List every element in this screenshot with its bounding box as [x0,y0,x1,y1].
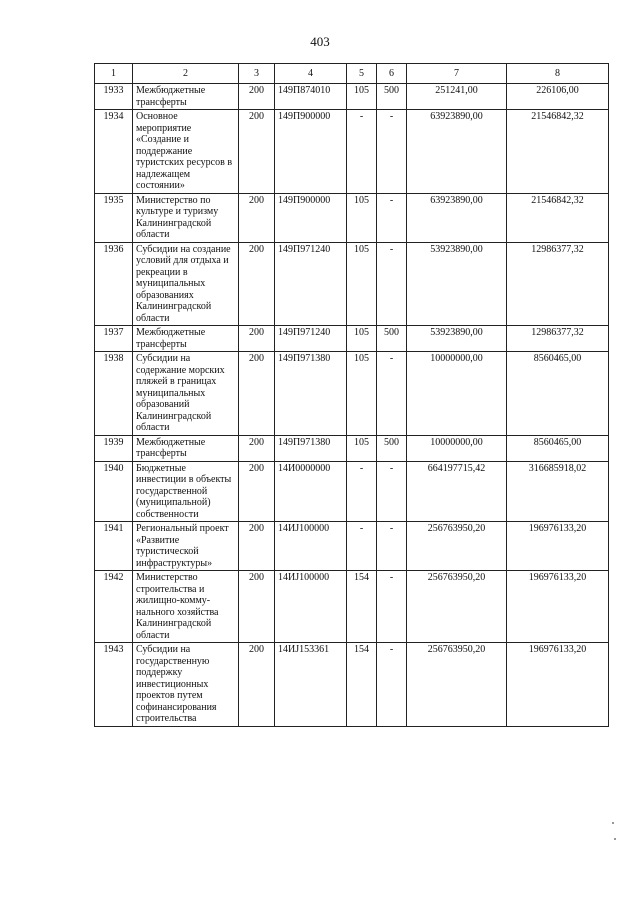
amount-cell: 53923890,00 [407,242,507,326]
code-cell: 200 [239,571,275,643]
amount-executed-cell: 196976133,20 [507,643,609,727]
code-cell: 200 [239,643,275,727]
section-cell: - [377,110,407,194]
target-article-cell: 149П971380 [275,435,347,461]
target-article-cell: 149П971380 [275,352,347,436]
table-row [95,435,609,461]
code-cell: 200 [239,84,275,110]
table-row [95,84,609,110]
amount-cell: 256763950,20 [407,522,507,571]
code-cell: 200 [239,110,275,194]
section-cell: 500 [377,326,407,352]
target-article-cell: 14ИJ100000 [275,571,347,643]
table-row [95,571,609,643]
expense-type-cell: 105 [347,193,377,242]
amount-executed-cell: 8560465,00 [507,352,609,436]
name-cell: Бюджетные инвестиции в объекты государственной (муниципальной) собственности [133,461,239,522]
amount-cell: 10000000,00 [407,435,507,461]
section-cell: - [377,461,407,522]
row-number-cell: 1933 [95,84,133,110]
target-article-cell: 14ИJ153361 [275,643,347,727]
target-article-cell: 14И0000000 [275,461,347,522]
code-cell: 200 [239,435,275,461]
section-cell: - [377,193,407,242]
scan-speck [612,822,614,824]
name-cell: Межбюджетные трансферты [133,326,239,352]
row-number-cell: 1936 [95,242,133,326]
column-header: 3 [239,64,275,84]
table-body [95,84,609,727]
scan-speck [614,838,616,840]
section-cell: 500 [377,84,407,110]
section-cell: - [377,522,407,571]
budget-table [94,63,609,727]
section-cell: 500 [377,435,407,461]
amount-executed-cell: 226106,00 [507,84,609,110]
expense-type-cell: 154 [347,571,377,643]
amount-cell: 63923890,00 [407,193,507,242]
header-row [95,64,609,84]
row-number-cell: 1934 [95,110,133,194]
name-cell: Субсидии на создание условий для отдыха и рекреации в муниципальных образованиях Калининградской области [133,242,239,326]
expense-type-cell: 105 [347,435,377,461]
code-cell: 200 [239,242,275,326]
row-number-cell: 1938 [95,352,133,436]
amount-cell: 664197715,42 [407,461,507,522]
code-cell: 200 [239,352,275,436]
row-number-cell: 1943 [95,643,133,727]
target-article-cell: 149П971240 [275,326,347,352]
target-article-cell: 149П971240 [275,242,347,326]
amount-executed-cell: 21546842,32 [507,110,609,194]
expense-type-cell: 105 [347,326,377,352]
row-number-cell: 1940 [95,461,133,522]
name-cell: Министерство строительства и жилищно-комму-нального хозяйства Калининградской области [133,571,239,643]
amount-executed-cell: 21546842,32 [507,193,609,242]
code-cell: 200 [239,522,275,571]
amount-executed-cell: 8560465,00 [507,435,609,461]
name-cell: Субсидии на содержание морских пляжей в границах муниципальных образований Калининградской области [133,352,239,436]
amount-cell: 256763950,20 [407,571,507,643]
section-cell: - [377,242,407,326]
column-header: 7 [407,64,507,84]
amount-executed-cell: 196976133,20 [507,571,609,643]
name-cell: Межбюджетные трансферты [133,84,239,110]
amount-executed-cell: 12986377,32 [507,242,609,326]
amount-cell: 53923890,00 [407,326,507,352]
table-row [95,643,609,727]
table-row [95,352,609,436]
amount-executed-cell: 196976133,20 [507,522,609,571]
name-cell: Межбюджетные трансферты [133,435,239,461]
row-number-cell: 1942 [95,571,133,643]
target-article-cell: 14ИJ100000 [275,522,347,571]
table-row [95,242,609,326]
amount-cell: 256763950,20 [407,643,507,727]
target-article-cell: 149П874010 [275,84,347,110]
expense-type-cell: - [347,110,377,194]
row-number-cell: 1939 [95,435,133,461]
row-number-cell: 1941 [95,522,133,571]
row-number-cell: 1935 [95,193,133,242]
row-number-cell: 1937 [95,326,133,352]
table-header [95,64,609,84]
name-cell: Субсидии на государственную поддержку инвестиционных проектов путем софинансирования строительства [133,643,239,727]
code-cell: 200 [239,193,275,242]
table-row [95,461,609,522]
expense-type-cell: 105 [347,242,377,326]
name-cell: Министерство по культуре и туризму Калининградской области [133,193,239,242]
section-cell: - [377,643,407,727]
column-header: 5 [347,64,377,84]
expense-type-cell: 105 [347,352,377,436]
code-cell: 200 [239,461,275,522]
target-article-cell: 149П900000 [275,110,347,194]
page-number: 403 [310,34,330,49]
amount-cell: 251241,00 [407,84,507,110]
amount-executed-cell: 12986377,32 [507,326,609,352]
table-row [95,110,609,194]
amount-cell: 63923890,00 [407,110,507,194]
table-row [95,326,609,352]
table-row [95,522,609,571]
column-header: 2 [133,64,239,84]
column-header: 4 [275,64,347,84]
target-article-cell: 149П900000 [275,193,347,242]
expense-type-cell: - [347,522,377,571]
expense-type-cell: 105 [347,84,377,110]
column-header: 6 [377,64,407,84]
section-cell: - [377,571,407,643]
name-cell: Региональный проект «Развитие туристической инфраструктуры» [133,522,239,571]
table-row [95,193,609,242]
column-header: 8 [507,64,609,84]
expense-type-cell: - [347,461,377,522]
section-cell: - [377,352,407,436]
amount-cell: 10000000,00 [407,352,507,436]
expense-type-cell: 154 [347,643,377,727]
column-header: 1 [95,64,133,84]
name-cell: Основное мероприятие «Создание и поддержание туристских ресурсов в надлежащем состоянии» [133,110,239,194]
code-cell: 200 [239,326,275,352]
amount-executed-cell: 316685918,02 [507,461,609,522]
